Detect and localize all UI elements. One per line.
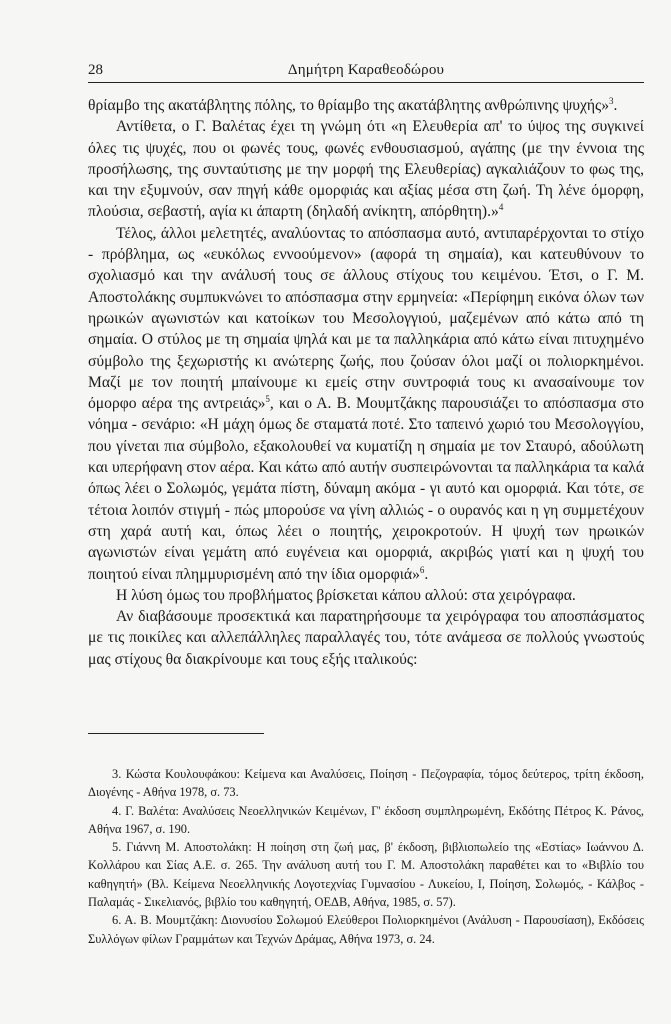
paragraph-text: θρίαμβο της ακατάβλητης πόλης, το θρίαμβο της ακατάβλητης ανθρώπινης ψυχής»	[88, 97, 610, 114]
main-text	[88, 95, 644, 670]
footnote: 3. Κώστα Κουλουφάκου: Κείμενα και Αναλύσεις, Ποίηση - Πεζογραφία, τόμος δεύτερος, τρίτη έκδοση, Διογένης - Αθήνα 1978, σ. 73.	[88, 767, 644, 800]
paragraph: Αν διαβάσουμε προσεκτικά και παρατηρήσουμε τα χειρόγραφα του αποσπάσματος με τις ποικίλες και αλλεπάλληλες παραλλαγές του, τότε ανάμεσα σε πολλούς γνωστούς μας στίχους θα διακρίνουμε και τους εξής ιταλικούς:	[88, 608, 644, 668]
paragraph-text: Αντίθετα, ο Γ. Βαλέτας έχει τη γνώμη ότι «η Ελευθερία απ' το ύψος της συγκινεί όλες τις ψυχές, που οι φωνές τους, φωνές ενθουσιασμού, αγάπης (με την έννοια της προσήλωσης, της συνταύτισης με την μορφή της Ελευθερίας) αγκαλιάζουν το φως της, και την εξυμνούν, σαν πηγή κάθε ομορφιάς και αξίας μέσα στη ζωή. Τη λένε όμορφη, πλούσια, σεβαστή, αγία κι άπαρτη (δηλαδή ανίκητη, απόρθητη).»	[88, 118, 644, 221]
footnote: 5. Γιάννη Μ. Αποστολάκη: Η ποίηση στη ζωή μας, β' έκδοση, βιβλιοπωλείο της «Εστίας» Ιωάννου Δ. Κολλάρου και Σίας Α.Ε. σ. 265. Την ανάλυση αυτή του Γ. Μ. Αποστολάκη παραθέτει και το «Βιβλίο του καθηγητή» (Βλ. Κείμενα Νεοελληνικής Λογοτεχνίας Γυμνασίου - Λυκείου, Ι, Ποίηση, Σολωμός, - Κάλβος - Παλαμάς - Σικελιανός, βιβλίο του καθηγητή, ΟΕΔΒ, Αθήνα, 1985, σ. 57).	[88, 840, 644, 910]
page-header	[88, 58, 644, 83]
footnote-ref: 6	[419, 564, 425, 575]
footnote-separator	[88, 733, 264, 734]
paragraph: θρίαμβο της ακατάβλητης πόλης, το θρίαμβο της ακατάβλητης ανθρώπινης ψυχής»$^3$.	[88, 96, 618, 114]
running-head: Δημήτρη Καραθεοδώρου	[287, 62, 445, 78]
footnotes	[88, 765, 644, 948]
footnote-ref: 4	[498, 202, 504, 213]
paragraph-text: Τέλος, άλλοι μελετητές, αναλύοντας το απόσπασμα αυτό, αντιπαρέρχονται το στίχο - πρόβλημα, ως «ευκόλως εννοούμενον» (αφορά τη σημαία), και κατευθύνουν το σχολιασμό και την ανάλυσή τους σε άλλους στίχους του κειμένου. Έτσι, ο Γ. Μ. Αποστολάκης συμπυκνώνει το απόσπασμα στην ερμηνεία: «Περίφημη εικόνα όλων των ηρωικών αγωνιστών και κατοίκων του Μεσολογγιού, μαζεμένων από κάτω από τη σημαία. Ο στύλος με τη σημαία ψηλά και με τα παλληκάρια από κάτω είναι πιτυχημένο σύμβολο της ξεχωριστής κι ανώτερης ζωής, που ζούσαν όλοι μαζί οι πολιορκημένοι. Μαζί με τον ποιητή μπαίνουμε κι εμείς στην συντροφιά τους κι ανασαίνουμε τον όμορφο αέρα της αντρειάς»	[88, 224, 644, 413]
paragraph: Τέλος, άλλοι μελετητές, αναλύοντας το απόσπασμα αυτό, αντιπαρέρχονται το στίχο - πρόβλημα, ως «ευκόλως εννοούμενον» (αφορά τη σημαία), και κατευθύνουν το σχολιασμό και την ανάλυσή τους σε άλλους στίχους του κειμένου. Έτσι, ο Γ. Μ. Αποστολάκης συμπυκνώνει το απόσπασμα στην ερμηνεία: «Περίφημη εικόνα όλων των ηρωικών αγωνιστών και κατοίκων του Μεσολογγιού, μαζεμένων από κάτω από τη σημαία. Ο στύλος με τη σημαία ψηλά και με τα παλληκάρια από κάτω είναι πιτυχημένο σύμβολο της ξεχωριστής κι ανώτερης ζωής, που ζούσαν όλοι μαζί οι πολιορκημένοι. Μαζί με τον ποιητή μπαίνουμε κι εμείς στην συντροφιά τους κι ανασαίνουμε τον όμορφο αέρα της αντρειάς»$^5$, και ο Α. Β. Μουμτζάκης παρουσιάζει το απόσπασμα στο νόημα - σενάριο: «Η μάχη όμως δε σταματά ποτέ. Στο ταπεινό χωριό του Μεσολογγίου, που γίνεται πια σύμβολο, εξακολουθεί να κυματίζη η σημαία με τον Σταυρό, αδούλωτη και υπερήφανη στον αέρα. Και κάτω από αυτήν συσπειρώνονται τα παλληκάρια τα καλά όπως λέει ο Σολωμός, γεμάτα πίστη, δύναμη ακόμα - γι αυτό και ομορφιά. Και τότε, σε τέτοια λοιπόν στιγμή - πώς μπορούσε να γίνη αλλιώς - ο ουρανός και η γη συμμετέχουν στη χαρά αυτή και, όπως λέει ο ποιητής, χειροκροτούν. Η ψυχή των ηρωικών αγωνιστών είναι γεμάτη από ευγένεια και ομορφιά, ακριβώς γιατί και η ψυχή του ποιητού είναι πλημμυρισμένη από την ίδια ομορφιά»$^6$.	[88, 224, 644, 583]
footnote-ref: 3	[609, 96, 614, 106]
footnote: 6. Α. Β. Μουμτζάκη: Διονυσίου Σολωμού Ελεύθεροι Πολιορκημένοι (Ανάλυση - Παρουσίαση), Εκδόσεις Συλλόγων φίλων Γραμμάτων και Τεχνών Δράμας, Αθήνα 1973, σ. 24.	[88, 913, 644, 946]
paragraph: Η λύση όμως του προβλήματος βρίσκεται κάπου αλλού: στα χειρόγραφα.	[116, 586, 576, 604]
footnote-ref: 5	[265, 394, 270, 405]
paragraph	[88, 116, 644, 222]
footnote: 4. Γ. Βαλέτα: Αναλύσεις Νεοελληνικών Κειμένων, Γ' έκδοση συμπληρωμένη, Εκδότης Πέτρος Κ. Ράνος, Αθήνα 1967, σ. 190.	[88, 803, 644, 836]
page-number: 28	[88, 62, 103, 78]
paragraph-text: , και ο Α. Β. Μουμτζάκης παρουσιάζει το απόσπασμα στο νόημα - σενάριο: «Η μάχη όμως δε σταματά ποτέ. Στο ταπεινό χωριό του Μεσολογγίου, που γίνεται πια σύμβολο, εξακολουθεί να κυματίζη η σημαία με τον Σταυρό, αδούλωτη και υπερήφανη στον αέρα. Και κάτω από αυτήν συσπειρώνονται τα παλληκάρια τα καλά όπως λέει ο Σολωμός, γεμάτα πίστη, δύναμη ακόμα - γι αυτό και ομορφιά. Και τότε, σε τέτοια λοιπόν στιγμή - πώς μπορούσε να γίνη αλλιώς - ο ουρανός και η γη συμμετέχουν στη χαρά αυτή και, όπως λέει ο ποιητής, χειροκροτούν. Η ψυχή των ηρωικών αγωνιστών είναι γεμάτη από ευγένεια και ομορφιά, ακριβώς γιατί και η ψυχή του ποιητού είναι πλημμυρισμένη από την ίδια ομορφιά»	[88, 395, 644, 583]
